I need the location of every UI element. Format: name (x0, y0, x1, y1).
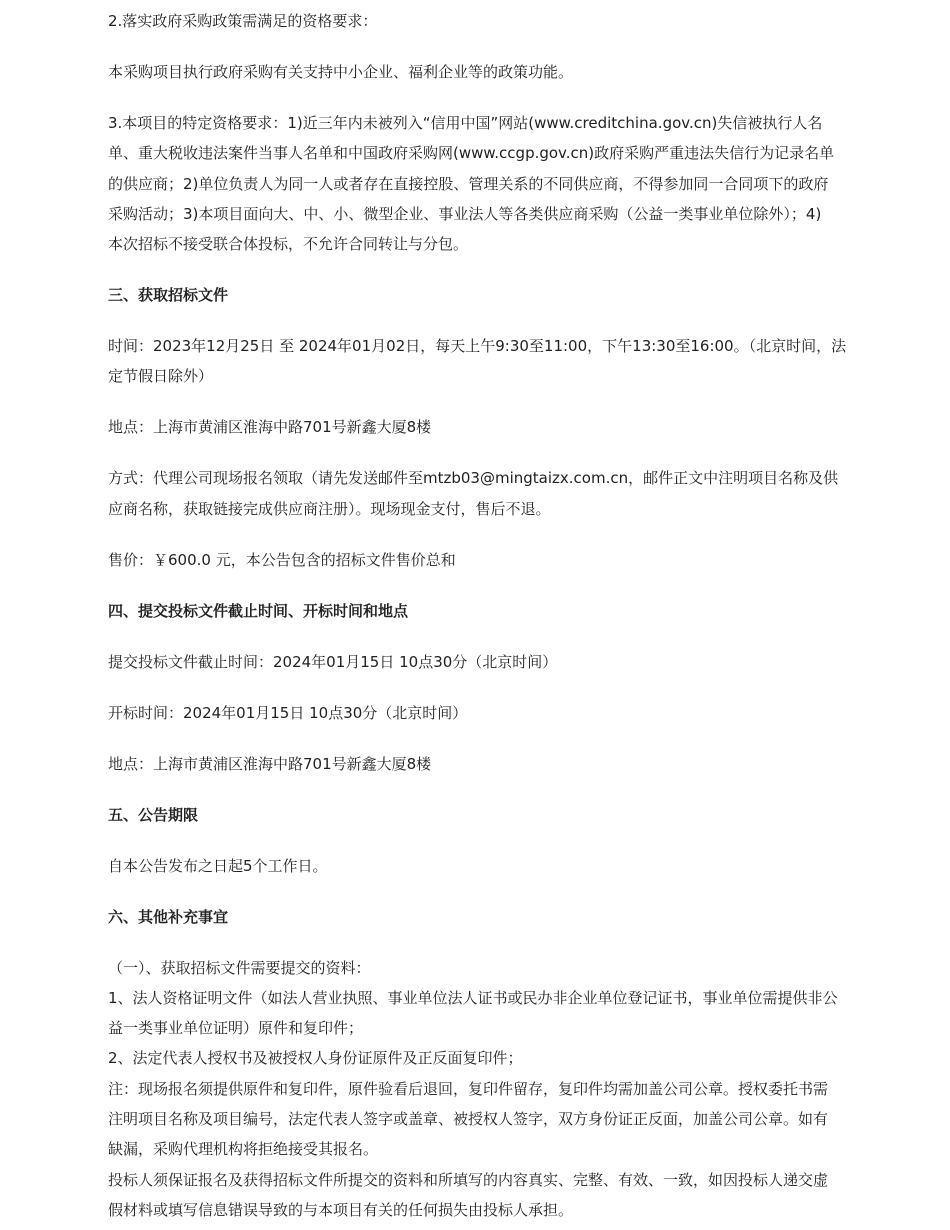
special-qualification-paragraph (108, 108, 848, 259)
required-item-line: 益一类事业单位证明）原件和复印件； (108, 1019, 364, 1038)
section-heading-obtain-documents: 三、获取招标文件 (108, 286, 229, 305)
obtain-method-line: 方式：代理公司现场报名领取（请先发送邮件至mtzb03@mingtaizx.com.cn，邮件正文中注明项目名称及供 (108, 469, 839, 488)
obtain-location: 地点：上海市黄浦区淮海中路701号新鑫大厦8楼 (108, 418, 432, 437)
section-heading-notice-period: 五、公告期限 (108, 805, 199, 824)
required-item-1 (108, 983, 848, 1044)
special-qualification-line: 的供应商；2)单位负责人为同一人或者存在直接控股、管理关系的不同供应商，不得参加同一合同项下的政府 (108, 174, 829, 193)
bid-deadline: 提交投标文件截止时间：2024年01月15日 10点30分（北京时间） (108, 652, 558, 671)
section-heading-other-matters: 六、其他补充事宜 (108, 907, 229, 926)
policy-heading: 2.落实政府采购政策需满足的资格要求： (108, 12, 378, 30)
required-item-2: 2、法定代表人授权书及被授权人身份证原件及正反面复印件； (108, 1049, 523, 1068)
registration-note-line: 注：现场报名须提供原件和复印件，原件验看后退回，复印件留存，复印件均需加盖公司公章。授权委托书需 (108, 1079, 829, 1098)
required-item-line: 1、法人资格证明文件（如法人营业执照、事业单位法人证书或民办非企业单位登记证书，事业单位需提供非公 (108, 988, 838, 1007)
registration-note-line: 缺漏，采购代理机构将拒绝接受其报名。 (108, 1140, 379, 1159)
registration-note-line: 注明项目名称及项目编号，法定代表人签字或盖章、被授权人签字，双方身份证正反面，加盖公司公章。如有 (108, 1110, 829, 1129)
bidder-guarantee (108, 1165, 848, 1226)
bid-location: 地点：上海市黄浦区淮海中路701号新鑫大厦8楼 (108, 754, 432, 773)
obtain-time-line: 时间：2023年12月25日 至 2024年01月02日，每天上午9:30至11:00，下午13:30至16:00。（北京时间，法 (108, 337, 847, 356)
bid-opening-time: 开标时间：2024年01月15日 10点30分（北京时间） (108, 703, 468, 722)
obtain-time-paragraph (108, 331, 848, 392)
bidder-guarantee-line: 假材料或填写信息错误导致的与本项目有关的任何损失由投标人承担。 (108, 1200, 574, 1219)
special-qualification-line: 采购活动；3)本项目面向大、中、小、微型企业、事业法人等各类供应商采购（公益一类事业单位除外）；4) (108, 204, 822, 223)
obtain-method-line: 应商名称，获取链接完成供应商注册）。现场现金支付，售后不退。 (108, 499, 551, 518)
notice-period-text: 自本公告发布之日起5个工作日。 (108, 856, 328, 875)
registration-note (108, 1074, 848, 1165)
policy-text: 本采购项目执行政府采购有关支持中小企业、福利企业等的政策功能。 (108, 62, 574, 81)
special-qualification-line: 单、重大税收违法案件当事人名单和中国政府采购网(www.ccgp.gov.cn)政府采购严重违法失信行为记录名单 (108, 144, 835, 163)
required-materials-subheading: （一）、获取招标文件需要提交的资料： (108, 958, 371, 977)
bidder-guarantee-line: 投标人须保证报名及获得招标文件所提交的资料和所填写的内容真实、完整、有效、一致，如因投标人递交虚 (108, 1170, 829, 1189)
special-qualification-line: 3.本项目的特定资格要求：1)近三年内未被列入“信用中国”网站(www.creditchina.gov.cn)失信被执行人名 (108, 113, 823, 132)
obtain-method-paragraph (108, 463, 848, 524)
document-body (108, 6, 848, 1225)
obtain-time-line: 定节假日除外） (108, 367, 214, 386)
document-price: 售价：￥600.0 元，本公告包含的招标文件售价总和 (108, 550, 456, 569)
section-heading-bid-deadline: 四、提交投标文件截止时间、开标时间和地点 (108, 601, 409, 620)
special-qualification-line: 本次招标不接受联合体投标，不允许合同转让与分包。 (108, 235, 469, 254)
